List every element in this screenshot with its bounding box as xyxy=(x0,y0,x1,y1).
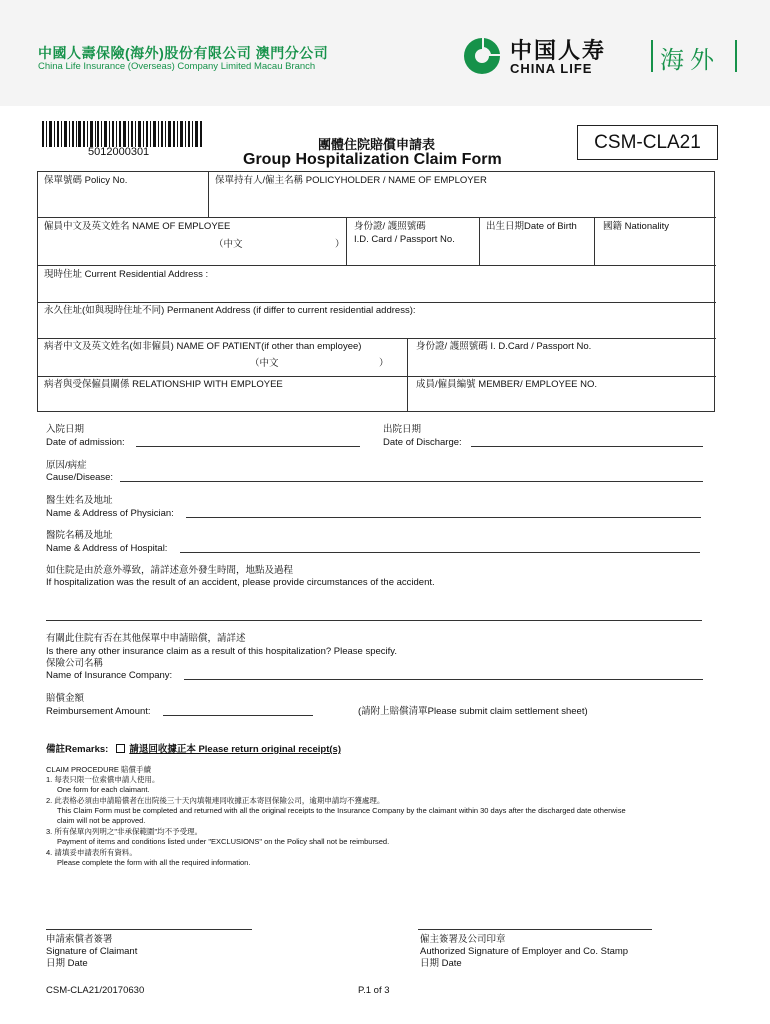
accident-input[interactable] xyxy=(46,620,702,621)
settlement-note: (請附上賠償清單Please submit claim settlement sheet) xyxy=(358,706,588,717)
claimant-date-label: 日期 Date xyxy=(46,958,88,969)
form-code-box: CSM-CLA21 xyxy=(577,125,718,160)
form-title-zh: 團體住院賠償申請表 xyxy=(318,137,436,152)
claimant-signature-zh: 申請索償者簽署 xyxy=(46,934,113,945)
amount-input[interactable] xyxy=(163,715,313,716)
logo-text-zh: 中国人寿 xyxy=(510,38,607,63)
return-receipt-checkbox[interactable] xyxy=(116,744,125,753)
permanent-address-field[interactable]: 永久住址(如與現時住址不同) Permanent Address (if differ to current residential address): xyxy=(44,305,416,316)
admission-label-zh: 入院日期 xyxy=(46,424,85,435)
amount-label-en: Reimbursement Amount: xyxy=(46,706,151,717)
company-name-en: China Life Insurance (Overseas) Company Limited Macau Branch xyxy=(38,61,316,72)
physician-input[interactable] xyxy=(186,517,701,518)
hospital-input[interactable] xyxy=(180,552,700,553)
employer-signature-en: Authorized Signature of Employer and Co. Stamp xyxy=(420,946,629,957)
form-version: CSM-CLA21/20170630 xyxy=(46,985,145,996)
china-life-logo-icon xyxy=(462,36,502,76)
logo-text-en: CHINA LIFE xyxy=(510,61,593,76)
remarks-label: 備註Remarks: xyxy=(46,744,109,755)
employee-name-zh-paren: （中文 xyxy=(214,239,243,250)
applicant-info-grid xyxy=(37,171,715,412)
procedure-item-1-zh: 1. 每表只限一位索償申請人使用。 xyxy=(46,775,160,784)
procedure-item-3-zh: 3. 所有保單內列明之"非承保範圍"均不予受理。 xyxy=(46,827,203,836)
physician-label-zh: 醫生姓名及地址 xyxy=(46,495,113,506)
hospital-label-zh: 醫院名稱及地址 xyxy=(46,530,113,541)
form-title-en: Group Hospitalization Claim Form xyxy=(243,151,502,168)
discharge-label-zh: 出院日期 xyxy=(383,424,422,435)
date-of-birth-field[interactable]: 出生日期Date of Birth xyxy=(486,221,577,232)
logo-divider xyxy=(651,40,653,72)
patient-name-zh-paren-close: ） xyxy=(379,358,389,369)
page-number: P.1 of 3 xyxy=(358,985,390,996)
current-address-field[interactable]: 現時住址 Current Residential Address : xyxy=(44,269,209,280)
accident-label-zh: 如住院是由於意外導致，請詳述意外發生時間，地點及過程 xyxy=(46,565,294,576)
discharge-date-input[interactable] xyxy=(471,446,703,447)
insurer-input[interactable] xyxy=(184,679,703,680)
member-no-field[interactable]: 成員/僱員編號 MEMBER/ EMPLOYEE NO. xyxy=(416,379,598,390)
patient-id-field[interactable]: 身份證/ 護照號碼 I. D.Card / Passport No. xyxy=(416,341,592,352)
policyholder-field[interactable]: 保單持有人/僱主名稱 POLICYHOLDER / NAME OF EMPLOYER xyxy=(215,175,487,186)
procedure-heading: CLAIM PROCEDURE 賠償手續 xyxy=(46,765,152,774)
other-claim-label-en: Is there any other insurance claim as a result of this hospitalization? Please specify. xyxy=(46,646,397,657)
employee-name-field[interactable]: 僱員中文及英文姓名 NAME OF EMPLOYEE xyxy=(44,221,231,232)
cause-label-en: Cause/Disease: xyxy=(46,472,114,483)
cause-label-zh: 原因/病症 xyxy=(46,460,87,471)
employer-signature-line[interactable] xyxy=(418,929,652,930)
return-receipt-text: 請退回收據正本 Please return original receipt(s) xyxy=(129,744,341,755)
procedure-item-3-en: Payment of items and conditions listed under "EXCLUSIONS" on the Policy shall not be reimbursed. xyxy=(57,837,390,846)
procedure-item-2-zh: 2. 此表格必須由申請賠償者在出院後三十天內填報連同收據正本寄回保險公司，逾期申請均不獲處理。 xyxy=(46,796,385,805)
company-name-zh: 中國人壽保險(海外)股份有限公司 澳門分公司 xyxy=(38,45,329,61)
patient-name-field[interactable]: 病者中文及英文姓名(如非僱員) NAME OF PATIENT(if other than employee) xyxy=(44,341,362,352)
other-claim-label-zh: 有關此住院有否在其他保單中申請賠償，請詳述 xyxy=(46,633,246,644)
claimant-signature-en: Signature of Claimant xyxy=(46,946,138,957)
accident-label-en: If hospitalization was the result of an accident, please provide circumstances of the accident. xyxy=(46,577,435,588)
logo-overseas-text: 海外 xyxy=(660,47,720,74)
barcode-number: 5012000301 xyxy=(88,146,150,158)
admission-date-input[interactable] xyxy=(136,446,360,447)
employer-date-label: 日期 Date xyxy=(420,958,462,969)
cause-input[interactable] xyxy=(120,481,703,482)
patient-name-zh-paren: （中文 xyxy=(250,358,279,369)
amount-label-zh: 賠償金額 xyxy=(46,693,85,704)
discharge-label-en: Date of Discharge: xyxy=(383,437,462,448)
insurer-label-zh: 保險公司名稱 xyxy=(46,658,104,669)
barcode-image xyxy=(42,121,202,147)
relationship-field[interactable]: 病者與受保僱員關係 RELATIONSHIP WITH EMPLOYEE xyxy=(44,379,283,390)
claimant-signature-line[interactable] xyxy=(46,929,252,930)
employee-id-label-zh: 身份證/ 護照號碼 xyxy=(354,221,426,232)
policy-no-field[interactable]: 保單號碼 Policy No. xyxy=(44,175,128,186)
procedure-item-2-en: This Claim Form must be completed and returned with all the original receipts to the Insurance Company by the claimant within 30 days after the discharged date otherwise xyxy=(57,806,626,815)
procedure-item-4-en: Please complete the form with all the required information. xyxy=(57,858,251,867)
hospital-label-en: Name & Address of Hospital: xyxy=(46,543,168,554)
employee-name-zh-paren-close: ） xyxy=(335,239,345,250)
employee-id-field[interactable]: I.D. Card / Passport No. xyxy=(354,234,455,245)
employer-signature-zh: 僱主簽署及公司印章 xyxy=(420,934,506,945)
physician-label-en: Name & Address of Physician: xyxy=(46,508,174,519)
procedure-item-1-en: One form for each claimant. xyxy=(57,785,150,794)
logo-divider-right xyxy=(735,40,737,72)
procedure-item-2-en-cont: claim will not be approved. xyxy=(57,816,146,825)
insurer-label-en: Name of Insurance Company: xyxy=(46,670,173,681)
procedure-item-4-zh: 4. 請填妥申請表所有資料。 xyxy=(46,848,137,857)
nationality-field[interactable]: 國籍 Nationality xyxy=(603,221,669,232)
remarks-line xyxy=(46,741,341,755)
admission-label-en: Date of admission: xyxy=(46,437,125,448)
